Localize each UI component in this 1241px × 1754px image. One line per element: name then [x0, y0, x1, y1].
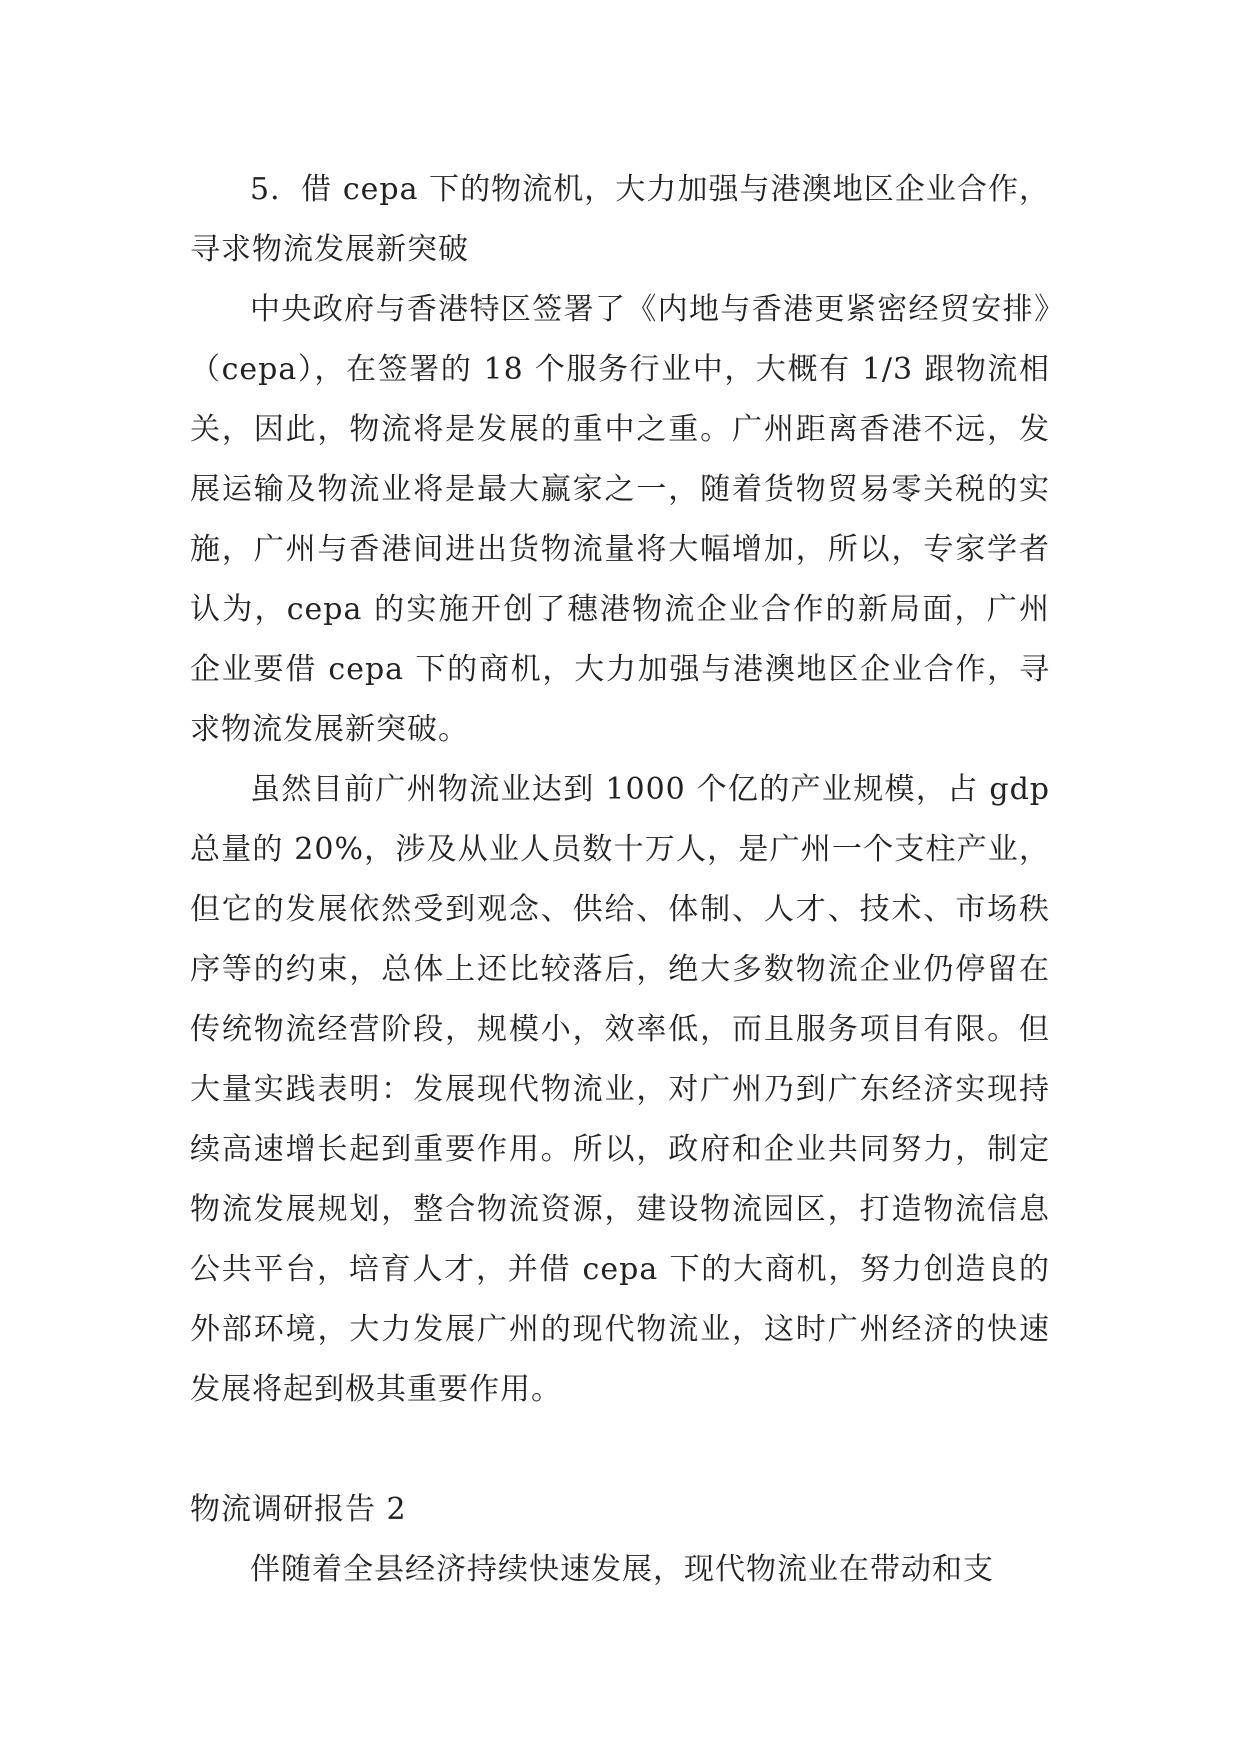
- body-paragraph: 中央政府与香港特区签署了《内地与香港更紧密经贸安排》（cepa），在签署的 18 个服务行业中，大概有 1/3 跟物流相关，因此，物流将是发展的重中之重。广州距离香港不远，发展运输及物流业将是最大赢家之一，随着货物贸易零关税的实施，广州与香港间进出货物流量将大幅增加，所以，专家学者认为，cepa 的实施开创了穗港物流企业合作的新局面，广州企业要借 cepa 下的商机，大力加强与港澳地区企业合作，寻求物流发展新突破。: [190, 292, 1050, 747]
- body-paragraph: 虽然目前广州物流业达到 1000 个亿的产业规模，占 gdp 总量的 20%，涉及从业人员数十万人，是广州一个支柱产业，但它的发展依然受到观念、供给、体制、人才、技术、市场秩序等的约束，总体上还比较落后，绝大多数物流企业仍停留在传统物流经营阶段，规模小，效率低，而且服务项目有限。但大量实践表明：发展现代物流业，对广州乃到广东经济实现持续高速增长起到重要作用。所以，政府和企业共同努力，制定物流发展规划，整合物流资源，建设物流园区，打造物流信息公共平台，培育人才，并借 cepa 下的大商机，努力创造良的外部环境，大力发展广州的现代物流业，这时广州经济的快速发展将起到极其重要作用。: [190, 772, 1050, 1407]
- document-body: [190, 160, 1050, 1600]
- closing-paragraph: 伴随着全县经济持续快速发展，现代物流业在带动和支: [250, 1552, 994, 1587]
- report-title: 物流调研报告 2: [190, 1492, 407, 1527]
- section-heading: 5．借 cepa 下的物流机，大力加强与港澳地区企业合作，寻求物流发展新突破: [190, 172, 1050, 267]
